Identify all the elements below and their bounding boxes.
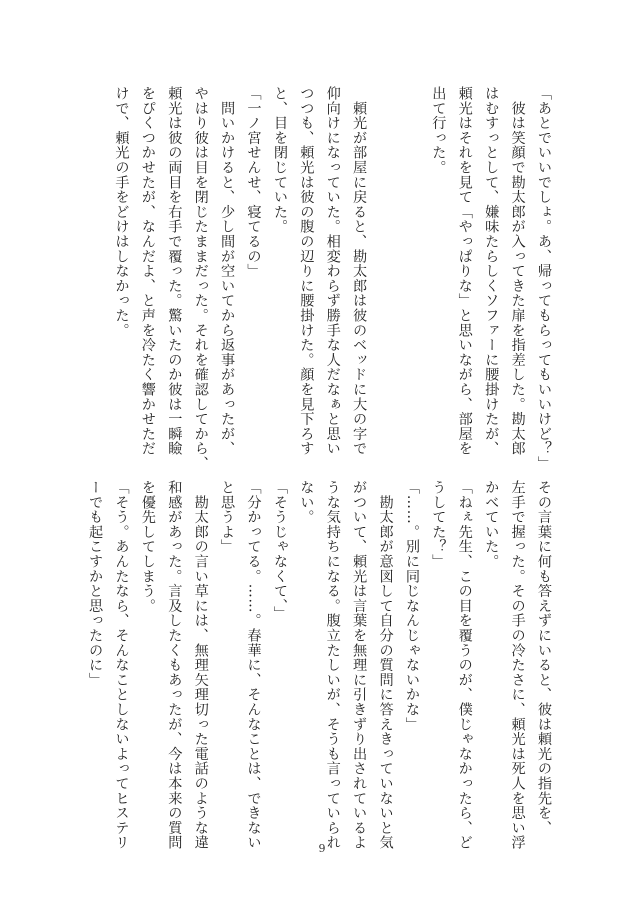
text-line: かべていた。 bbox=[483, 480, 500, 569]
text-line: ない。 bbox=[298, 480, 315, 525]
text-line: 「そうじゃなくて、」 bbox=[271, 480, 288, 621]
text-line: 「ねぇ先生、この目を覆うのが、僕じゃなかったら、ど bbox=[456, 480, 473, 850]
text-line: 頼光はそれを見て「やっぱりな」と思いながら、部屋を bbox=[456, 86, 473, 456]
text-line: 頼光が部屋に戻ると、勘太郎は彼のベッドに大の字で bbox=[351, 86, 368, 456]
text-line: 勘太郎が意図して自分の質問に答えきっていないと気 bbox=[377, 480, 394, 850]
text-line: 頼光は彼の両目を右手で覆った。驚いたのか彼は一瞬瞼 bbox=[166, 86, 183, 456]
text-line: 彼は笑顔で勘太郎が入ってきた扉を指差した。勘太郎 bbox=[509, 86, 526, 456]
blank-line bbox=[372, 86, 398, 456]
text-line: 「分かってる。……。春華に、そんなことは、できない bbox=[245, 480, 262, 850]
text-line: うしてた？」 bbox=[430, 480, 447, 569]
text-line: ーでも起こすかと思ったのに」 bbox=[87, 480, 104, 688]
text-line: 「あとでいいでしょ。あ、帰ってもらってもいいけど？」 bbox=[536, 86, 552, 471]
text-line: 勘太郎の言い草には、無理矢理切った電話のような違 bbox=[192, 480, 209, 850]
text-line: がついて、頼光は言葉を無理に引きずり出されているよ bbox=[351, 480, 368, 850]
text-line: 左手で握った。その手の冷たさに、頼光は死人を思い浮 bbox=[509, 480, 526, 850]
text-line: を優先してしまう。 bbox=[139, 480, 156, 614]
text-line: をぴくつかせたが、なんだよ、と声を冷たく響かせただ bbox=[139, 86, 156, 456]
text-block-upper bbox=[108, 86, 557, 471]
text-line: 仰向けになっていた。相変わらず勝手な人だなぁと思い bbox=[324, 86, 341, 456]
page-number: 9 bbox=[318, 842, 326, 855]
text-line: 和感があった。言及したくもあったが、今は本来の質問 bbox=[166, 480, 183, 850]
text-line: と、目を閉じていた。 bbox=[271, 86, 288, 234]
text-line: けで、頼光の手をどけはしなかった。 bbox=[113, 86, 130, 338]
text-line: うな気持ちになる。腹立たしいが、そうも言っていられ bbox=[324, 480, 341, 850]
text-line: 「……。別に同じなんじゃないかな」 bbox=[403, 480, 420, 732]
text-line: はむすっとして、嫌味たらしくソファーに腰掛けたが、 bbox=[483, 86, 500, 456]
text-line: やはり彼は目を閉じたままだった。それを確認してから、 bbox=[192, 86, 209, 471]
text-block-lower bbox=[82, 480, 557, 850]
text-line: 出て行った。 bbox=[430, 86, 447, 175]
text-line: つつも、頼光は彼の腹の辺りに腰掛けた。顔を見下ろす bbox=[298, 86, 315, 456]
text-line: と思うよ」 bbox=[219, 480, 236, 554]
text-line: 問いかけると、少し間が空いてから返事があったが、 bbox=[219, 86, 236, 456]
blank-line bbox=[399, 86, 425, 456]
text-line: その言葉に何も答えずにいると、彼は頼光の指先を、 bbox=[536, 480, 552, 836]
text-line: 「一ノ宮せんせ、寝てるの」 bbox=[245, 86, 262, 279]
text-line: 「そう。あんたなら、そんなことしないよってヒステリ bbox=[113, 480, 130, 850]
